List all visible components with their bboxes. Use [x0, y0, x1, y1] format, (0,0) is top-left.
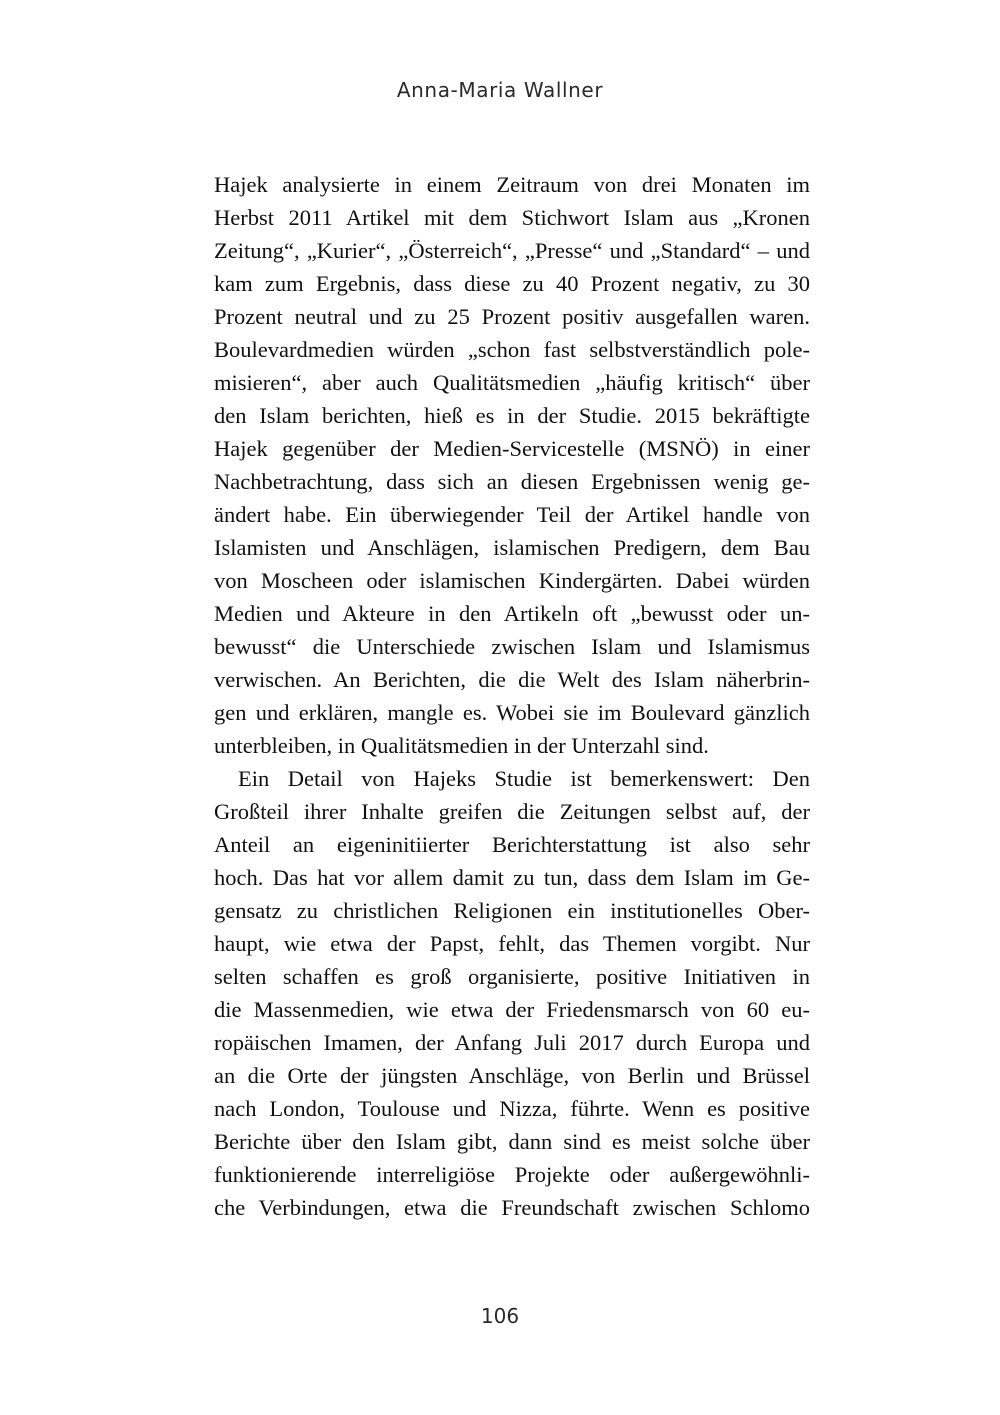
paragraph — [214, 168, 810, 762]
text-line: bewusst“ die Unterschiede zwischen Islam und Islamismus — [214, 634, 810, 659]
text-line: an die Orte der jüngsten Anschläge, von Berlin und Brüssel — [214, 1063, 810, 1088]
text-line: Hajek analysierte in einem Zeitraum von drei Monaten im — [214, 172, 810, 197]
text-line: Zeitung“, „Kurier“, „Österreich“, „Presse“ und „Standard“ – und — [214, 238, 810, 263]
text-line: unterbleiben, in Qualitätsmedien in der Unterzahl sind. — [214, 733, 709, 758]
text-line: ropäischen Imamen, der Anfang Juli 2017 durch Europa und — [214, 1030, 810, 1055]
text-line: Herbst 2011 Artikel mit dem Stichwort Islam aus „Kronen — [214, 205, 810, 230]
text-line: gensatz zu christlichen Religionen ein institutionelles Ober- — [214, 898, 810, 923]
text-line: ändert habe. Ein überwiegender Teil der Artikel handle von — [214, 502, 810, 527]
text-line: Medien und Akteure in den Artikeln oft „bewusst oder un- — [214, 601, 810, 626]
text-line: Berichte über den Islam gibt, dann sind es meist solche über — [214, 1129, 810, 1154]
text-line: Islamisten und Anschlägen, islamischen Predigern, dem Bau — [214, 535, 810, 560]
text-line: nach London, Toulouse und Nizza, führte. Wenn es positive — [214, 1096, 810, 1121]
text-line: Hajek gegenüber der Medien-Servicestelle (MSNÖ) in einer — [214, 436, 810, 461]
text-line: haupt, wie etwa der Papst, fehlt, das Themen vorgibt. Nur — [214, 931, 810, 956]
text-line: Ein Detail von Hajeks Studie ist bemerkenswert: Den — [238, 766, 810, 791]
text-line: von Moscheen oder islamischen Kindergärten. Dabei würden — [214, 568, 810, 593]
text-line: Nachbetrachtung, dass sich an diesen Ergebnissen wenig ge- — [214, 469, 810, 494]
page-number: 106 — [480, 1304, 520, 1328]
text-line: Anteil an eigeninitiierter Berichterstattung ist also sehr — [214, 832, 810, 857]
text-line: misieren“, aber auch Qualitätsmedien „häufig kritisch“ über — [214, 370, 810, 395]
text-line: hoch. Das hat vor allem damit zu tun, dass dem Islam im Ge- — [214, 865, 810, 890]
text-line: che Verbindungen, etwa die Freundschaft zwischen Schlomo — [214, 1195, 810, 1220]
text-line: funktionierende interreligiöse Projekte oder außergewöhnli- — [214, 1162, 810, 1187]
text-line: Großteil ihrer Inhalte greifen die Zeitungen selbst auf, der — [214, 799, 810, 824]
text-line: kam zum Ergebnis, dass diese zu 40 Prozent negativ, zu 30 — [214, 271, 810, 296]
text-line: Prozent neutral und zu 25 Prozent positiv ausgefallen waren. — [214, 304, 810, 329]
text-line: verwischen. An Berichten, die die Welt des Islam näherbrin- — [214, 667, 810, 692]
text-line: den Islam berichten, hieß es in der Studie. 2015 bekräftigte — [214, 403, 810, 428]
text-line: Boulevardmedien würden „schon fast selbstverständlich pole- — [214, 337, 810, 362]
running-header-author: Anna-Maria Wallner — [396, 78, 604, 102]
paragraph — [214, 762, 810, 1224]
text-line: selten schaffen es groß organisierte, positive Initiativen in — [214, 964, 810, 989]
body-text — [214, 168, 810, 1224]
text-line: die Massenmedien, wie etwa der Friedensmarsch von 60 eu- — [214, 997, 810, 1022]
text-line: gen und erklären, mangle es. Wobei sie im Boulevard gänzlich — [214, 700, 810, 725]
